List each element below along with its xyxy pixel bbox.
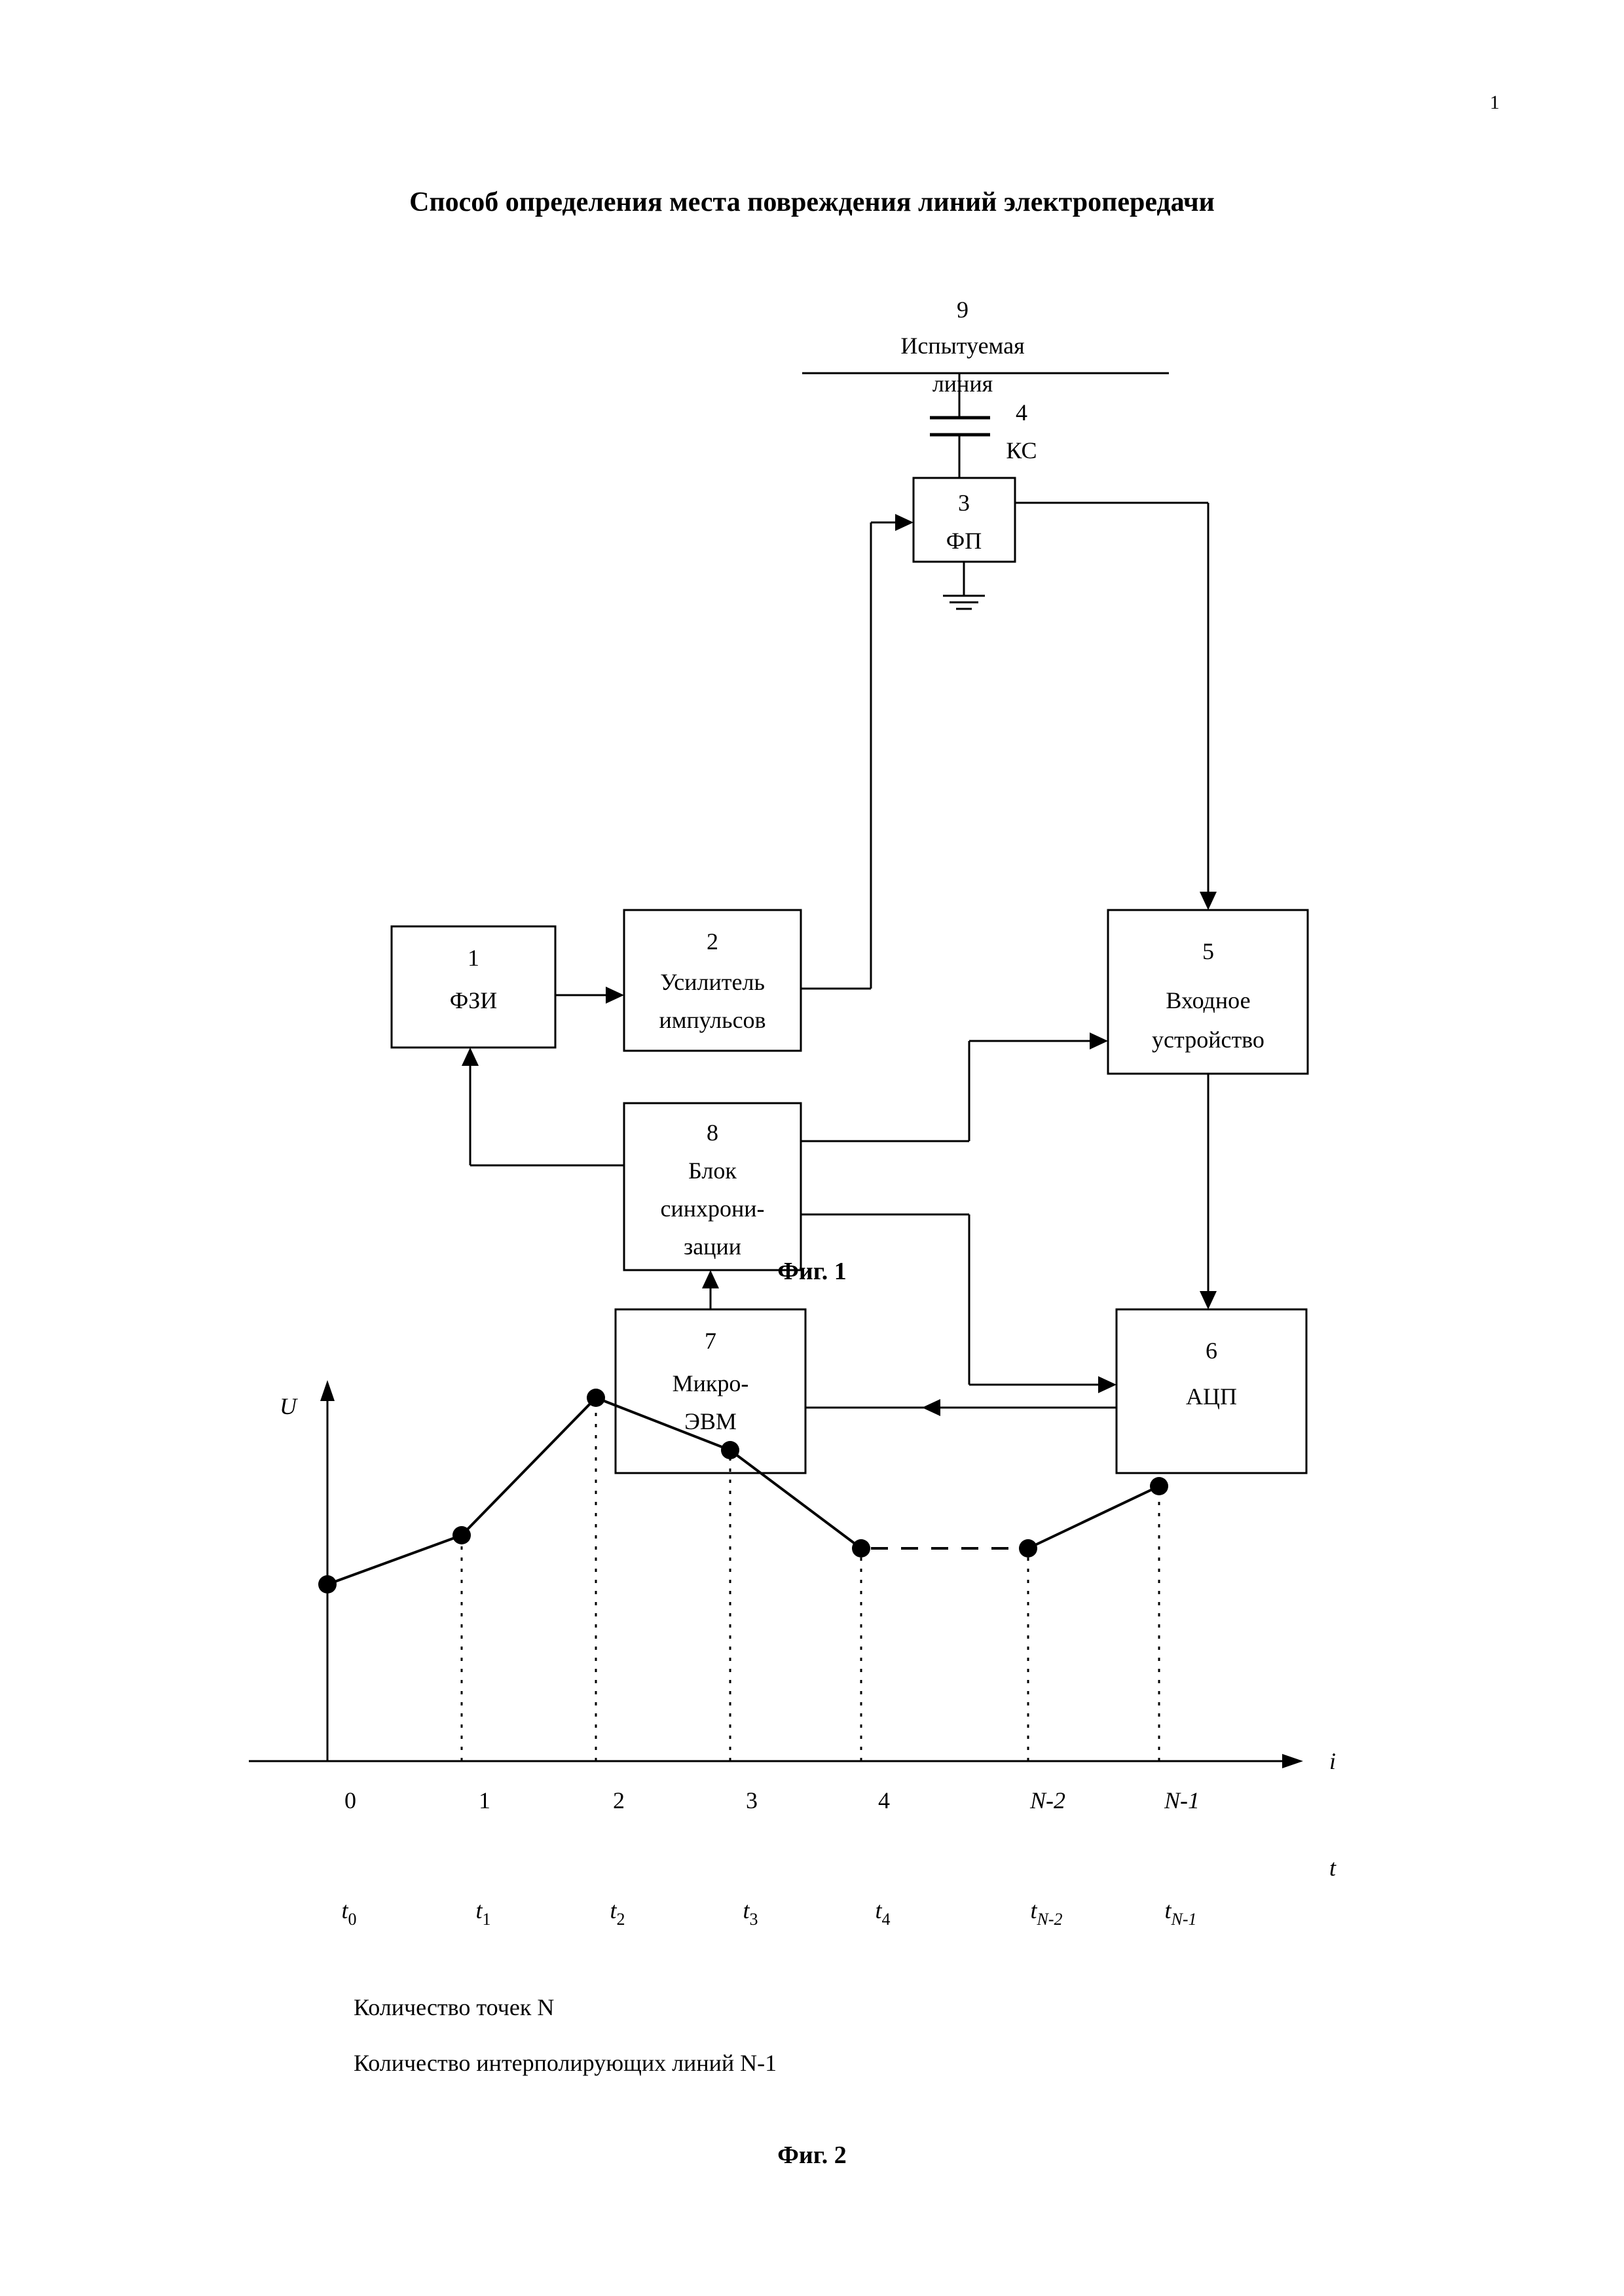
label-input-number: 5 — [1202, 938, 1214, 964]
label-mcu-number: 7 — [705, 1328, 716, 1354]
index-tick-n-2: N-2 — [1030, 1787, 1065, 1813]
time-tick-1: $t_1$ — [475, 1897, 491, 1929]
note-points-text: Количество точек N — [354, 1994, 555, 2020]
label-mcu-text-1: Микро- — [672, 1370, 749, 1396]
label-adc-number: 6 — [1206, 1338, 1217, 1364]
figure-2-chart — [0, 1322, 1624, 1990]
y-axis-arrowhead — [320, 1380, 335, 1401]
label-amplifier-text-1: Усилитель — [660, 969, 765, 995]
label-sync-text-1: Блок — [688, 1157, 737, 1184]
time-tick-0: $t_0$ — [341, 1897, 357, 1929]
time-tick-2: $t_2$ — [610, 1897, 625, 1929]
page-title: Способ определения места повреждения линий электропередачи — [409, 187, 1215, 217]
y-axis-label: U — [280, 1393, 297, 1419]
index-tick-0: 0 — [344, 1787, 356, 1813]
label-fp-text: ФП — [946, 528, 982, 554]
droplines — [327, 1398, 1159, 1761]
label-fzi-number: 1 — [468, 945, 479, 971]
label-sync-text-2: синхрони- — [660, 1195, 765, 1222]
note-points-count — [354, 1994, 554, 2021]
label-input-text-2: устройство — [1152, 1027, 1264, 1053]
label-sync-number: 8 — [707, 1120, 718, 1146]
figure-2-caption: Фиг. 2 — [777, 2141, 847, 2169]
index-tick-2: 2 — [613, 1787, 625, 1813]
index-tick-4: 4 — [878, 1787, 890, 1813]
label-fzi-text: ФЗИ — [449, 987, 498, 1013]
note-lines-text: Количество интерполирующих линий N-1 — [354, 2050, 777, 2076]
label-amplifier-text-2: импульсов — [659, 1007, 766, 1033]
label-input-text-1: Входное — [1166, 987, 1251, 1013]
label-line-number: 9 — [957, 297, 969, 323]
note-lines-count — [354, 2049, 777, 2077]
page-number: 1 — [1490, 92, 1500, 113]
time-tick-n-2: $t_{N-2}$ — [1030, 1897, 1063, 1929]
arrowhead-sync-fzi — [462, 1048, 479, 1066]
x-axis-label-index: i — [1329, 1748, 1337, 1774]
data-series-line — [327, 1398, 1159, 1584]
index-tick-1: 1 — [479, 1787, 490, 1813]
label-capacitor-number: 4 — [1016, 399, 1027, 426]
time-tick-n-1: $t_{N-1}$ — [1164, 1897, 1197, 1929]
arrowhead-input-adc — [1200, 1291, 1217, 1309]
index-tick-n-1: N-1 — [1164, 1787, 1200, 1813]
time-tick-3: $t_3$ — [743, 1897, 758, 1929]
time-tick-4: $t_4$ — [875, 1897, 891, 1929]
arrowhead-amplifier-fp — [895, 514, 913, 531]
x-axis-arrowhead — [1282, 1754, 1303, 1768]
label-line-text-2: линия — [932, 371, 993, 397]
label-amplifier-number: 2 — [707, 928, 718, 955]
label-line-text-1: Испытуемая — [900, 333, 1025, 359]
label-adc-text: АЦП — [1186, 1383, 1237, 1410]
data-points — [318, 1389, 1168, 1594]
x-axis-label-time: t — [1329, 1855, 1337, 1881]
arrowhead-fzi-amplifier — [606, 987, 624, 1004]
arrowhead-sync-input — [1090, 1032, 1108, 1049]
label-sync-text-3: зации — [684, 1233, 741, 1260]
figure-1-block-diagram — [0, 236, 1624, 1434]
index-tick-3: 3 — [746, 1787, 758, 1813]
label-mcu-text-2: ЭВМ — [684, 1408, 737, 1434]
arrowhead-fp-input — [1200, 892, 1217, 910]
label-capacitor-text: КС — [1006, 437, 1037, 464]
label-fp-number: 3 — [958, 490, 970, 516]
figure-1-caption: Фиг. 1 — [777, 1258, 847, 1285]
